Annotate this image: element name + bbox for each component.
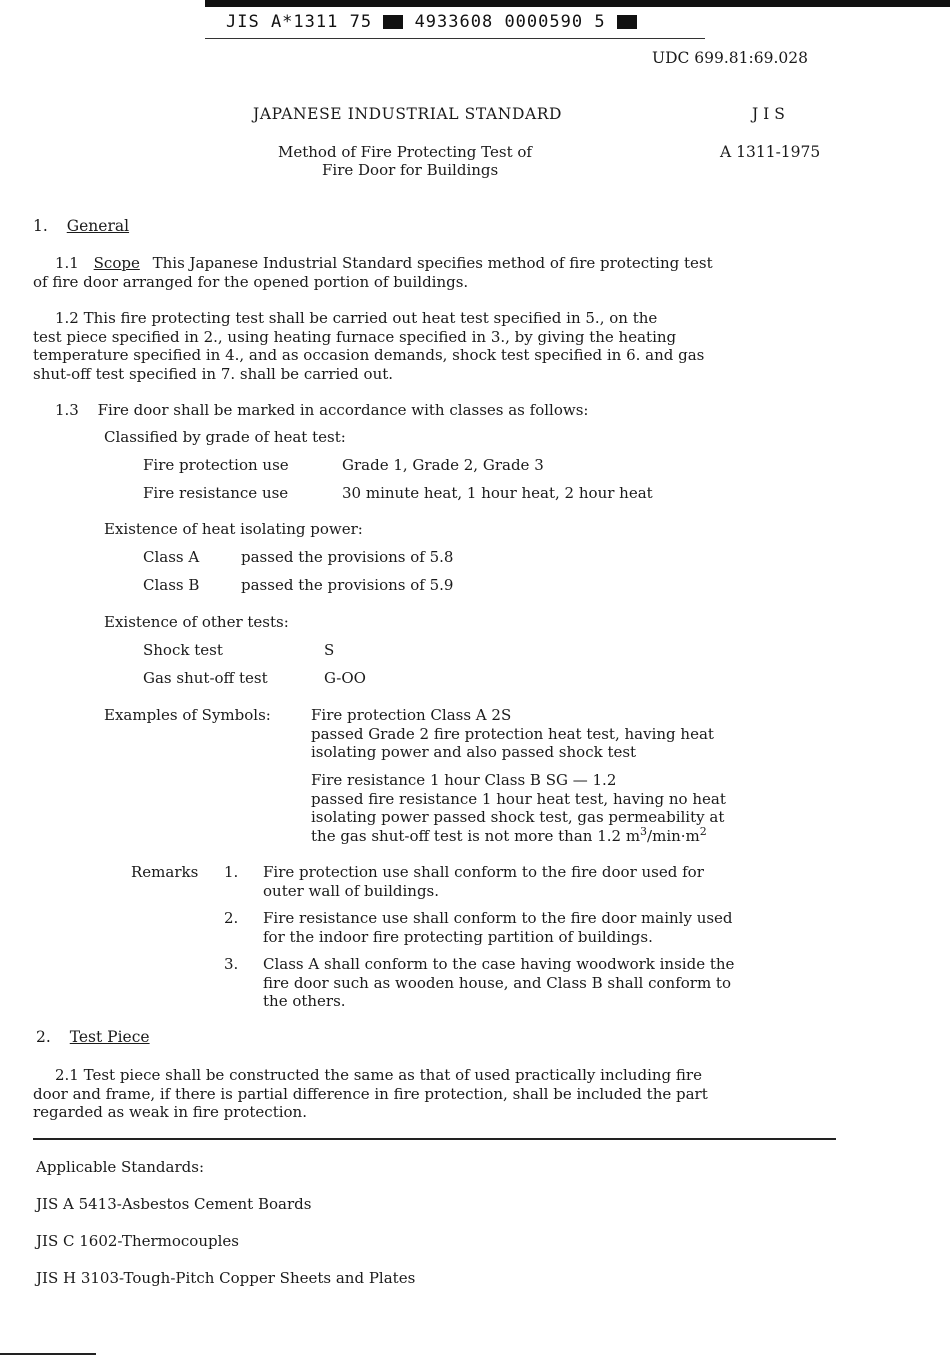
grade-row-value: 30 minute heat, 1 hour heat, 2 hour heat xyxy=(342,484,653,502)
black-block-mark xyxy=(383,15,403,29)
standard-number: A 1311-1975 xyxy=(720,143,821,161)
black-block-mark xyxy=(617,15,637,29)
example-2 xyxy=(311,771,726,845)
superscript-3: 3 xyxy=(640,824,648,838)
paragraph-1-3 xyxy=(55,401,588,419)
paragraph-2-1 xyxy=(33,1066,833,1122)
paragraph-1-1-number: 1.1 xyxy=(55,254,79,272)
paragraph-1-1-line1 xyxy=(33,254,833,273)
other-test-label: Gas shut-off test xyxy=(143,669,268,687)
remark-line: outer wall of buildings. xyxy=(263,881,440,900)
section-1-title: General xyxy=(66,217,130,235)
udc-number: UDC 699.81:69.028 xyxy=(652,49,808,67)
header-rule xyxy=(205,38,705,39)
example-1-line1: Fire protection Class A 2S xyxy=(311,706,512,724)
paragraph-1-2-line1: 1.2 This fire protecting test shall be carried out heat test specified in 5., on the xyxy=(55,309,658,327)
paragraph-1-3-text: Fire door shall be marked in accordance with classes as follows: xyxy=(97,401,589,419)
document-code-part2: 4933608 0000590 5 xyxy=(414,12,606,32)
other-test-value: G-OO xyxy=(324,669,366,687)
example-2-line1: Fire resistance 1 hour Class B SG — 1.2 xyxy=(311,771,617,789)
paragraph-1-3-number: 1.3 xyxy=(55,401,79,419)
isolating-row-label: Class A xyxy=(143,548,200,566)
paragraph-2-1-line3: regarded as weak in fire protection. xyxy=(33,1103,307,1121)
paragraph-1-2 xyxy=(33,309,833,383)
section-2-title: Test Piece xyxy=(69,1028,150,1046)
paragraph-2-1-line1: 2.1 Test piece shall be constructed the same as that of used practically including fire xyxy=(55,1066,702,1084)
example-2-line4 xyxy=(311,824,726,846)
example-1 xyxy=(311,706,714,762)
remark-item xyxy=(263,909,733,946)
remarks-label: Remarks xyxy=(131,863,199,881)
remark-number: 2. xyxy=(224,909,239,927)
remark-line: Fire protection use shall conform to the fire door used for xyxy=(263,863,704,881)
other-tests-heading: Existence of other tests: xyxy=(104,613,289,631)
paragraph-1-1-line2: of fire door arranged for the opened portion of buildings. xyxy=(33,272,469,291)
applicable-standard-item: JIS C 1602-Thermocouples xyxy=(36,1232,239,1250)
grade-row-label: Fire protection use xyxy=(143,456,289,474)
example-2-line3: isolating power passed shock test, gas permeability at xyxy=(311,808,725,826)
footnote-separator xyxy=(33,1138,836,1140)
superscript-2: 2 xyxy=(699,824,707,838)
remark-item xyxy=(263,955,734,1011)
isolating-heading: Existence of heat isolating power: xyxy=(104,520,363,538)
document-code-part1: JIS A*1311 75 xyxy=(226,12,373,32)
section-1-heading xyxy=(33,217,129,235)
remark-line: Class A shall conform to the case having woodwork inside the xyxy=(263,955,735,973)
top-scan-bar xyxy=(205,0,950,7)
paragraph-1-2-line3: temperature specified in 4., and as occasion demands, shock test specified in 6. and gas xyxy=(33,346,705,364)
standard-title: JAPANESE INDUSTRIAL STANDARD xyxy=(253,105,563,123)
jis-label: J I S xyxy=(752,105,785,123)
remark-line: Fire resistance use shall conform to the fire door mainly used xyxy=(263,909,733,927)
examples-label: Examples of Symbols: xyxy=(104,706,271,724)
paragraph-1-1 xyxy=(33,254,833,291)
other-test-label: Shock test xyxy=(143,641,223,659)
grade-row-value: Grade 1, Grade 2, Grade 3 xyxy=(342,456,544,474)
remark-line: for the indoor fire protecting partition of buildings. xyxy=(263,927,653,946)
other-test-value: S xyxy=(324,641,335,659)
remark-number: 1. xyxy=(224,863,239,881)
document-code-line xyxy=(226,12,637,32)
scope-label: Scope xyxy=(93,254,140,272)
remark-line: fire door such as wooden house, and Class B shall conform to xyxy=(263,973,731,992)
example-1-line3: isolating power and also passed shock test xyxy=(311,743,637,761)
paragraph-1-2-line2: test piece specified in 2., using heating furnace specified in 3., by giving the heating xyxy=(33,327,677,346)
footer-rule xyxy=(0,1353,96,1355)
isolating-row-value: passed the provisions of 5.9 xyxy=(241,576,454,594)
applicable-standard-item: JIS A 5413-Asbestos Cement Boards xyxy=(36,1195,312,1213)
remark-number: 3. xyxy=(224,955,239,973)
paragraph-2-1-line2: door and frame, if there is partial difference in fire protection, shall be included the part xyxy=(33,1084,708,1103)
example-2-line2: passed fire resistance 1 hour heat test, having no heat xyxy=(311,789,726,808)
document-title-line1: Method of Fire Protecting Test of xyxy=(278,143,532,161)
remark-line: the others. xyxy=(263,992,346,1010)
grade-row-label: Fire resistance use xyxy=(143,484,289,502)
document-title-line2: Fire Door for Buildings xyxy=(322,161,499,179)
isolating-row-value: passed the provisions of 5.8 xyxy=(241,548,454,566)
paragraph-1-2-line4: shut-off test specified in 7. shall be carried out. xyxy=(33,364,394,383)
section-1-number: 1. xyxy=(33,217,48,235)
applicable-standard-item: JIS H 3103-Tough-Pitch Copper Sheets and Plates xyxy=(36,1269,416,1287)
example-1-line2: passed Grade 2 fire protection heat test, having heat xyxy=(311,724,714,743)
isolating-row-label: Class B xyxy=(143,576,200,594)
example-2-line4-text: the gas shut-off test is not more than 1.2 m xyxy=(311,826,641,845)
grade-heading: Classified by grade of heat test: xyxy=(104,428,346,446)
section-2-heading xyxy=(36,1028,150,1046)
applicable-standards-heading: Applicable Standards: xyxy=(36,1158,204,1176)
remark-item xyxy=(263,863,704,900)
unit-text: /min·m xyxy=(647,826,700,845)
section-2-number: 2. xyxy=(36,1028,51,1046)
paragraph-1-1-text: This Japanese Industrial Standard specifies method of fire protecting test xyxy=(152,254,713,272)
